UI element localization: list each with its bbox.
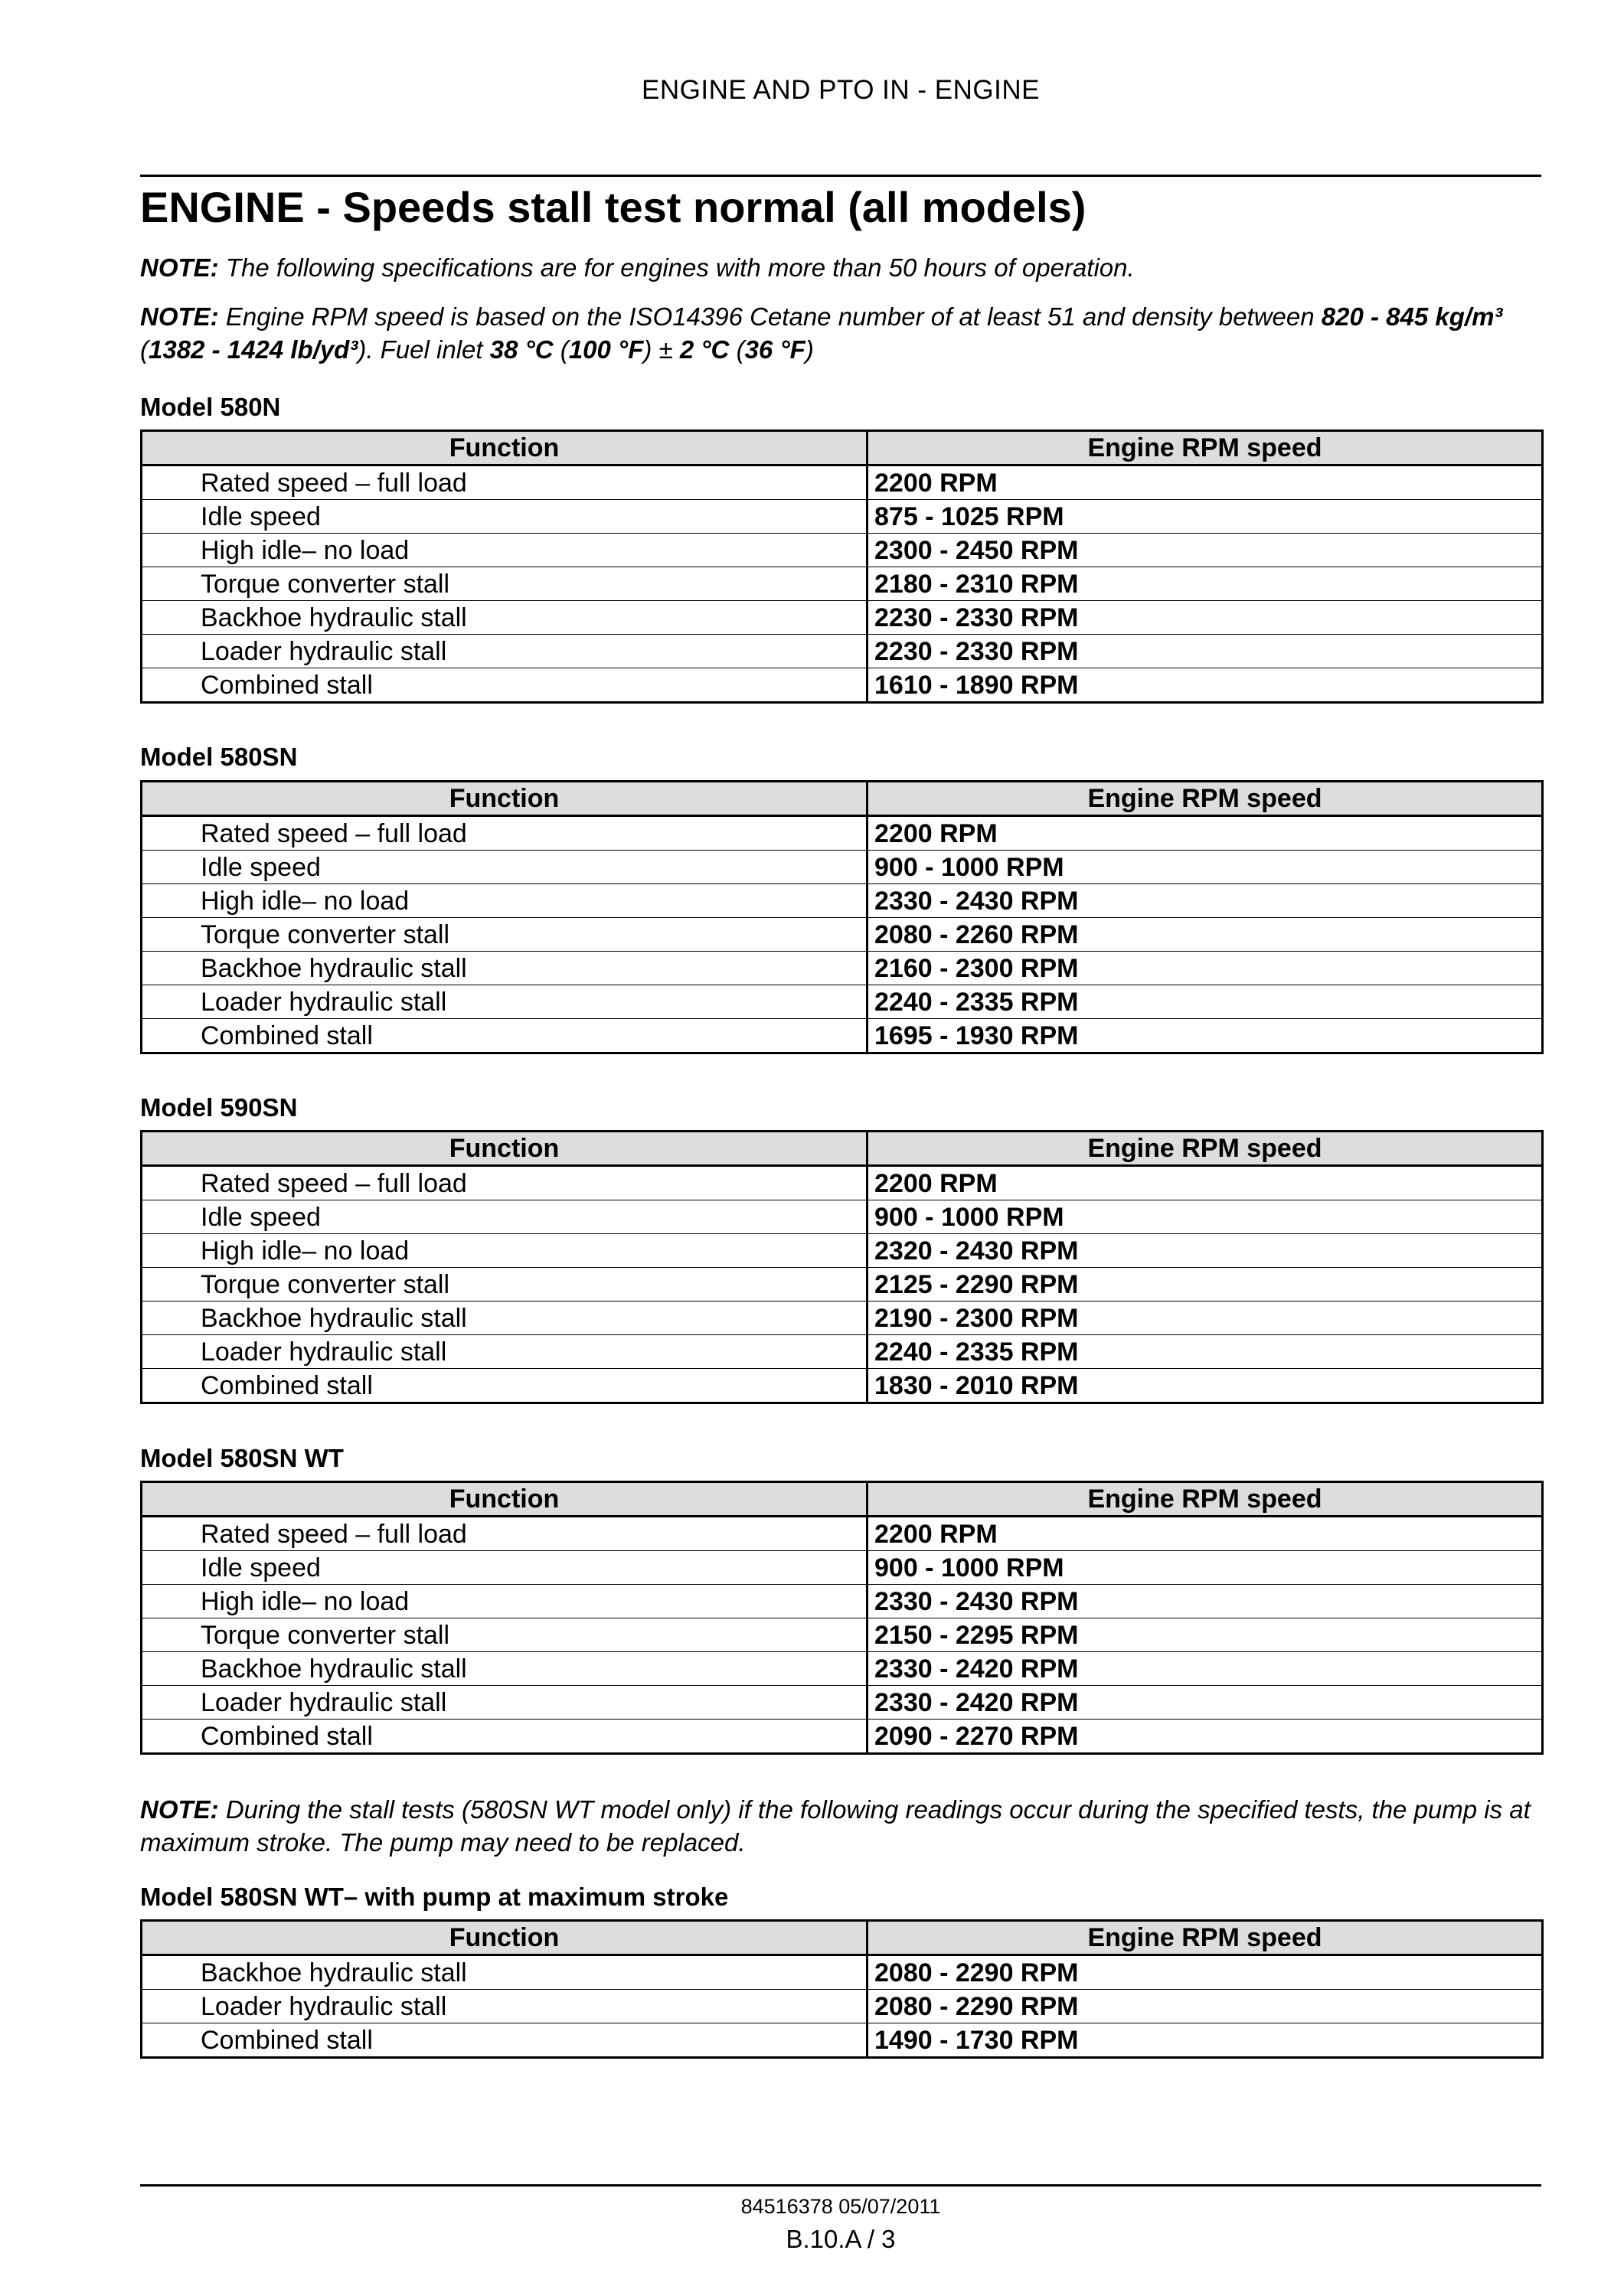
fuel-temp-f: 100 °F bbox=[568, 335, 644, 364]
table-row bbox=[142, 534, 1543, 567]
table-row bbox=[142, 952, 1543, 985]
tolerance-f: 36 °F bbox=[744, 335, 805, 364]
function-cell: Rated speed – full load bbox=[142, 465, 868, 500]
page-reference: B.10.A / 3 bbox=[786, 2225, 896, 2253]
function-cell: Idle speed bbox=[142, 1200, 868, 1234]
header-rule bbox=[140, 175, 1541, 177]
column-header-rpm: Engine RPM speed bbox=[868, 431, 1543, 465]
function-cell: Rated speed – full load bbox=[142, 1166, 868, 1200]
table-row bbox=[142, 1200, 1543, 1234]
function-cell: Idle speed bbox=[142, 851, 868, 884]
rpm-cell: 2080 - 2260 RPM bbox=[868, 918, 1543, 952]
table-row bbox=[142, 1585, 1543, 1618]
model-heading: Model 590SN bbox=[140, 1093, 298, 1122]
rpm-cell: 2080 - 2290 RPM bbox=[868, 1990, 1543, 2023]
function-cell: Combined stall bbox=[142, 1720, 868, 1754]
spec-table-580sn-wt bbox=[140, 1481, 1544, 1755]
table-row bbox=[142, 884, 1543, 918]
document-code: 84516378 05/07/2011 bbox=[740, 2195, 941, 2218]
function-cell: Idle speed bbox=[142, 500, 868, 534]
rpm-cell: 2080 - 2290 RPM bbox=[868, 1955, 1543, 1990]
note-hours bbox=[140, 251, 1541, 284]
function-cell: Torque converter stall bbox=[142, 1268, 868, 1302]
rpm-cell: 2090 - 2270 RPM bbox=[868, 1720, 1543, 1754]
note-text: ). Fuel inlet bbox=[358, 335, 490, 364]
column-header-function: Function bbox=[142, 782, 868, 816]
table-row bbox=[142, 635, 1543, 668]
function-cell: Loader hydraulic stall bbox=[142, 1335, 868, 1369]
table-row bbox=[142, 851, 1543, 884]
function-cell: High idle– no load bbox=[142, 534, 868, 567]
model-heading: Model 580SN WT– with pump at maximum stroke bbox=[140, 1883, 729, 1911]
function-cell: Combined stall bbox=[142, 1369, 868, 1403]
table-row bbox=[142, 1369, 1543, 1403]
function-cell: Combined stall bbox=[142, 2023, 868, 2058]
rpm-cell: 2240 - 2335 RPM bbox=[868, 985, 1543, 1019]
rpm-cell: 2200 RPM bbox=[868, 1517, 1543, 1551]
table-row bbox=[142, 1686, 1543, 1720]
rpm-cell: 2330 - 2420 RPM bbox=[868, 1652, 1543, 1686]
function-cell: High idle– no load bbox=[142, 1585, 868, 1618]
table-row bbox=[142, 1335, 1543, 1369]
rpm-cell: 900 - 1000 RPM bbox=[868, 851, 1543, 884]
table-row bbox=[142, 1955, 1543, 1990]
table-row bbox=[142, 465, 1543, 500]
function-cell: Combined stall bbox=[142, 668, 868, 703]
rpm-cell: 2150 - 2295 RPM bbox=[868, 1618, 1543, 1652]
rpm-cell: 1695 - 1930 RPM bbox=[868, 1019, 1543, 1053]
column-header-function: Function bbox=[142, 1482, 868, 1517]
rpm-cell: 1490 - 1730 RPM bbox=[868, 2023, 1543, 2058]
footer-rule bbox=[140, 2184, 1541, 2187]
note-label: NOTE: bbox=[140, 253, 219, 282]
note-pump-stroke bbox=[140, 1793, 1541, 1859]
model-heading: Model 580N bbox=[140, 393, 281, 421]
spec-table-590sn bbox=[140, 1130, 1544, 1404]
table-header-row bbox=[142, 1921, 1543, 1955]
note-label: NOTE: bbox=[140, 302, 219, 331]
rpm-cell: 1610 - 1890 RPM bbox=[868, 668, 1543, 703]
rpm-cell: 2300 - 2450 RPM bbox=[868, 534, 1543, 567]
table-row bbox=[142, 1019, 1543, 1053]
model-heading: Model 580SN WT bbox=[140, 1444, 344, 1472]
table-row bbox=[142, 2023, 1543, 2058]
table-header-row bbox=[142, 1132, 1543, 1166]
column-header-rpm: Engine RPM speed bbox=[868, 1482, 1543, 1517]
function-cell: Loader hydraulic stall bbox=[142, 1686, 868, 1720]
note-text: Engine RPM speed is based on the ISO14396 Cetane number of at least 51 and density between bbox=[218, 302, 1322, 331]
table-header-row bbox=[142, 431, 1543, 465]
function-cell: Torque converter stall bbox=[142, 1618, 868, 1652]
spec-table-580sn-wt-max-stroke bbox=[140, 1919, 1544, 2059]
rpm-cell: 2200 RPM bbox=[868, 1166, 1543, 1200]
table-row bbox=[142, 1166, 1543, 1200]
function-cell: Backhoe hydraulic stall bbox=[142, 1652, 868, 1686]
function-cell: Backhoe hydraulic stall bbox=[142, 601, 868, 635]
note-text: ) bbox=[805, 335, 814, 364]
table-header-row bbox=[142, 1482, 1543, 1517]
function-cell: Loader hydraulic stall bbox=[142, 635, 868, 668]
function-cell: Backhoe hydraulic stall bbox=[142, 952, 868, 985]
tolerance-c: 2 °C bbox=[679, 335, 730, 364]
rpm-cell: 2330 - 2430 RPM bbox=[868, 1585, 1543, 1618]
rpm-cell: 900 - 1000 RPM bbox=[868, 1200, 1543, 1234]
rpm-cell: 2200 RPM bbox=[868, 816, 1543, 851]
spec-table-580n bbox=[140, 429, 1544, 704]
note-text: ( bbox=[729, 335, 745, 364]
table-row bbox=[142, 816, 1543, 851]
fuel-temp-c: 38 °C bbox=[489, 335, 554, 364]
function-cell: Torque converter stall bbox=[142, 918, 868, 952]
column-header-rpm: Engine RPM speed bbox=[868, 1921, 1543, 1955]
function-cell: Rated speed – full load bbox=[142, 816, 868, 851]
function-cell: High idle– no load bbox=[142, 884, 868, 918]
rpm-cell: 2240 - 2335 RPM bbox=[868, 1335, 1543, 1369]
table-row bbox=[142, 567, 1543, 601]
spec-table-580sn bbox=[140, 780, 1544, 1054]
page-title: ENGINE - Speeds stall test normal (all models) bbox=[140, 183, 1086, 231]
function-cell: Backhoe hydraulic stall bbox=[142, 1302, 868, 1335]
rpm-cell: 2190 - 2300 RPM bbox=[868, 1302, 1543, 1335]
rpm-cell: 875 - 1025 RPM bbox=[868, 500, 1543, 534]
column-header-function: Function bbox=[142, 1132, 868, 1166]
column-header-function: Function bbox=[142, 1921, 868, 1955]
table-row bbox=[142, 1720, 1543, 1754]
rpm-cell: 2125 - 2290 RPM bbox=[868, 1268, 1543, 1302]
note-label: NOTE: bbox=[140, 1795, 219, 1824]
table-row bbox=[142, 1990, 1543, 2023]
rpm-cell: 2330 - 2420 RPM bbox=[868, 1686, 1543, 1720]
rpm-cell: 2160 - 2300 RPM bbox=[868, 952, 1543, 985]
model-heading: Model 580SN bbox=[140, 743, 298, 771]
table-header-row bbox=[142, 782, 1543, 816]
note-text: The following specifications are for engines with more than 50 hours of operation. bbox=[218, 253, 1135, 282]
table-row bbox=[142, 1652, 1543, 1686]
function-cell: Backhoe hydraulic stall bbox=[142, 1955, 868, 1990]
document-page bbox=[140, 0, 1541, 2296]
rpm-cell: 900 - 1000 RPM bbox=[868, 1551, 1543, 1585]
rpm-cell: 2330 - 2430 RPM bbox=[868, 884, 1543, 918]
note-text: ( bbox=[553, 335, 569, 364]
table-row bbox=[142, 985, 1543, 1019]
table-row bbox=[142, 1234, 1543, 1268]
rpm-cell: 2320 - 2430 RPM bbox=[868, 1234, 1543, 1268]
rpm-cell: 2200 RPM bbox=[868, 465, 1543, 500]
function-cell: Rated speed – full load bbox=[142, 1517, 868, 1551]
note-text: ) ± bbox=[643, 335, 680, 364]
table-row bbox=[142, 1551, 1543, 1585]
table-row bbox=[142, 1302, 1543, 1335]
running-header: ENGINE AND PTO IN - ENGINE bbox=[642, 75, 1040, 105]
table-row bbox=[142, 1618, 1543, 1652]
note-text: ( bbox=[140, 335, 149, 364]
rpm-cell: 2230 - 2330 RPM bbox=[868, 601, 1543, 635]
table-row bbox=[142, 918, 1543, 952]
rpm-cell: 2230 - 2330 RPM bbox=[868, 635, 1543, 668]
rpm-cell: 1830 - 2010 RPM bbox=[868, 1369, 1543, 1403]
table-row bbox=[142, 601, 1543, 635]
density-metric: 820 - 845 kg/m³ bbox=[1321, 302, 1503, 331]
density-imperial: 1382 - 1424 lb/yd³ bbox=[149, 335, 358, 364]
column-header-rpm: Engine RPM speed bbox=[868, 782, 1543, 816]
function-cell: Idle speed bbox=[142, 1551, 868, 1585]
function-cell: High idle– no load bbox=[142, 1234, 868, 1268]
note-fuel-spec bbox=[140, 300, 1541, 366]
column-header-function: Function bbox=[142, 431, 868, 465]
function-cell: Torque converter stall bbox=[142, 567, 868, 601]
function-cell: Combined stall bbox=[142, 1019, 868, 1053]
table-row bbox=[142, 668, 1543, 703]
table-row bbox=[142, 1517, 1543, 1551]
function-cell: Loader hydraulic stall bbox=[142, 985, 868, 1019]
column-header-rpm: Engine RPM speed bbox=[868, 1132, 1543, 1166]
function-cell: Loader hydraulic stall bbox=[142, 1990, 868, 2023]
rpm-cell: 2180 - 2310 RPM bbox=[868, 567, 1543, 601]
note-text: During the stall tests (580SN WT model only) if the following readings occur during the specified tests, the pump is at maximum stroke. The pump may need to be replaced. bbox=[140, 1795, 1531, 1857]
table-row bbox=[142, 1268, 1543, 1302]
table-row bbox=[142, 500, 1543, 534]
